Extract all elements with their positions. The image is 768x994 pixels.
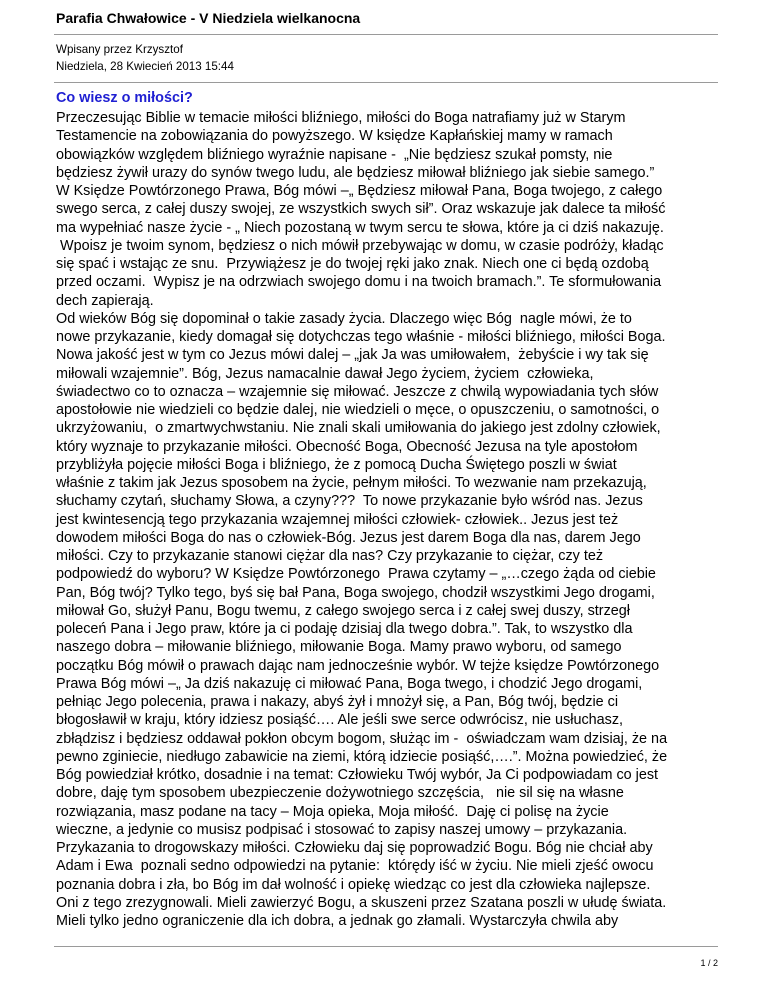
body-text-line: miłowali wzajemnie”. Bóg, Jezus namacalnie dawał Jego życiem, życiem człowieka, bbox=[56, 365, 594, 382]
body-text-line: właśnie z takim jak Jezus sposobem na życie, pełnym miłości. To wezwanie nam przekazują, bbox=[56, 475, 647, 491]
date-line: Niedziela, 28 Kwiecień 2013 15:44 bbox=[56, 60, 234, 73]
body-text-line: dobre, daję tym sposobem ubezpieczenie dożywotniego szczęścia, nie sil się na własne bbox=[56, 785, 624, 802]
article-body bbox=[56, 109, 720, 930]
body-text-line: Adam i Ewa poznali sedno odpowiedzi na pytanie: którędy iść w życiu. Nie mieli zjeść owocu bbox=[56, 858, 654, 875]
body-text-line: poznania dobra i zła, bo Bóg im dał wolność i opiekę wiedząc co jest dla człowieka najlepsze. bbox=[56, 876, 651, 893]
body-text-line: świadectwo co to oznacza – wzajemnie się miłować. Jeszcze z chwilą wypowiadania tych słów bbox=[56, 383, 659, 400]
body-text-line: Przeczesując Biblie w temacie miłości bliźniego, miłości do Boga natrafiamy już w Starym bbox=[56, 110, 626, 126]
body-text-line: wieczne, a jedynie co musisz podpisać i stosować to zapisy naszej umowy – przykazania. bbox=[56, 821, 628, 838]
body-text-line: przybliżyła pojęcie miłości Boga i bliźniego, że z pomocą Ducha Świętego poszli w świat bbox=[56, 456, 617, 473]
footer-divider bbox=[54, 946, 718, 947]
body-text-line: Bóg powiedział krótko, dosadnie i na temat: Człowieku Twój wybór, Ja Ci podpowiadam co jest bbox=[56, 767, 659, 783]
body-text-line: Nowa jakość jest w tym co Jezus mówi dalej – „jak Ja was umiłowałem, żebyście i wy tak się bbox=[56, 347, 649, 364]
body-text-line: jest kwintesencją tego przykazania wzajemnej miłości człowiek- człowiek.. Jezus jest też bbox=[56, 511, 619, 528]
body-text-line: dowodem miłości Boga do nas o człowiek-Bóg. Jezus jest darem Boga dla nas, darem Jego bbox=[56, 529, 641, 546]
body-text-line: Pan, Bóg twój? Tylko tego, byś się bał Pana, Boga swojego, chodził wszystkimi Jego drogami, bbox=[56, 584, 655, 601]
page-title: Parafia Chwałowice - V Niedziela wielkanocna bbox=[56, 10, 361, 26]
body-text-line: apostołowie nie wiedzieli co będzie dalej, nie wiedzieli o męce, o opuszczeniu, o samotności, o bbox=[56, 402, 660, 418]
body-text-line: słuchamy czytań, słuchamy Słowa, a czyny??? To nowe przykazanie było wśród nas. Jezus bbox=[56, 493, 643, 510]
body-text-line: swego serca, z całej duszy swojej, ze wszystkich swych sił”. Oraz wskazuje jak dalece ta miłość bbox=[56, 201, 666, 218]
body-text-line: Prawa Bóg mówi –„ Ja dziś nakazuję ci miłować Pana, Boga twego, i chodzić Jego drogami, bbox=[56, 675, 643, 692]
body-text-line: rozwiązania, masz podane na tacy – Moja opieka, Moja miłość. Daję ci polisę na życie bbox=[56, 803, 609, 820]
body-text-line: obowiązków względem bliźniego wyraźnie napisane - „Nie będziesz szukał pomsty, nie bbox=[56, 146, 613, 163]
body-text-line: miłości. Czy to przykazanie stanowi ciężar dla nas? Czy przykazanie to ciężar, czy też bbox=[56, 548, 604, 564]
body-text-line: Przykazania to drogowskazy miłości. Człowieku daj się poprowadzić Bogu. Bóg nie chciał aby bbox=[56, 840, 653, 856]
body-text-line: dech zapierają. bbox=[56, 292, 154, 309]
body-text-line: podpowiedź do wyboru? W Księdze Powtórzonego Prawa czytamy – „…czego żąda od ciebie bbox=[56, 566, 656, 583]
title-divider bbox=[54, 34, 718, 35]
body-text-line: Wpoisz je twoim synom, będziesz o nich mówił przebywając w domu, w czasie podróży, kładąc bbox=[56, 237, 664, 254]
body-text-line: ma wypełniać nasze życie - „ Niech pozostaną w twym sercu te słowa, które ja ci dziś nakazuję. bbox=[56, 219, 664, 236]
body-text-line: pełniąc Jego polecenia, prawa i nakazy, abyś żył i mnożył się, a Pan, Bóg twój, będzie ci bbox=[56, 694, 619, 710]
body-text-line: będziesz żywił urazy do synów twego ludu, ale będziesz miłował bliźniego jak siebie samego.” bbox=[56, 164, 655, 181]
body-text-line: początku Bóg mówił o prawach dając nam jednocześnie wybór. W tejże księdze Powtórzonego bbox=[56, 657, 660, 674]
body-text-line: który wyznaje to przykazanie miłości. Obecność Boga, Obecność Jezusa na tyle apostołom bbox=[56, 438, 638, 455]
body-text-line: przed oczami. Wypisz je na odrzwiach swojego domu i na twoich bramach.”. Te sformułowania bbox=[56, 274, 662, 291]
body-text-line: błogosławił w kraju, który idziesz posiąść…. Ale jeśli swe serce odwrócisz, nie usłuchasz, bbox=[56, 712, 624, 729]
body-text-line: nowe przykazanie, kiedy domagał się dotychczas tego właśnie - miłości bliźniego, miłości Boga. bbox=[56, 329, 666, 345]
body-text-line: miłował Go, służył Panu, Bogu twemu, z całego swojego serca i z całej swej duszy, strzegł bbox=[56, 602, 631, 619]
body-text-line: poleceń Pana i Jego praw, które ja ci podaję dzisiaj dla twego dobra.”. Tak, to wszystko dla bbox=[56, 621, 633, 637]
body-text-line: Testamencie na zobowiązania do powyższego. W księdze Kapłańskiej mamy w ramach bbox=[56, 128, 613, 145]
body-text-line: się spać i wstając ze snu. Przywiążesz je do twojej ręki jako znak. Niech one ci będą ozdobą bbox=[56, 256, 649, 272]
body-text-line: Mieli tylko jedno ograniczenie dla ich dobra, a jednak go złamali. Wystarczyła chwila aby bbox=[56, 913, 619, 929]
body-text-line: pewno zginiecie, niedługo zabawicie na ziemi, którą idziecie posiąść,….”. Można powiedzieć, że bbox=[56, 748, 668, 765]
page-number: 1 / 2 bbox=[700, 958, 718, 968]
body-text-line: ukrzyżowaniu, o zmartwychwstaniu. Nie znali skali umiłowania do jakiego jest zdolny człowiek, bbox=[56, 420, 661, 437]
author-line: Wpisany przez Krzysztof bbox=[56, 43, 183, 56]
body-text-line: zbłądzisz i będziesz oddawał pokłon obcym bogom, służąc im - oświadczam wam dzisiaj, że na bbox=[56, 730, 668, 747]
meta-divider bbox=[54, 82, 718, 83]
body-text-line: Od wieków Bóg się dopominał o takie zasady życia. Dlaczego więc Bóg nagle mówi, że to bbox=[56, 310, 632, 327]
body-text-line: naszego dobra – miłowanie bliźniego, miłowanie Boga. Mamy prawo wyboru, od samego bbox=[56, 639, 622, 656]
body-text-line: W Księdze Powtórzonego Prawa, Bóg mówi –„ Będziesz miłował Pana, Boga twojego, z całego bbox=[56, 183, 663, 199]
article-heading: Co wiesz o miłości? bbox=[56, 90, 193, 106]
body-text-line: Oni z tego zrezygnowali. Mieli zawierzyć Bogu, a skuszeni przez Szatana poszli w ułudę świata. bbox=[56, 894, 667, 911]
